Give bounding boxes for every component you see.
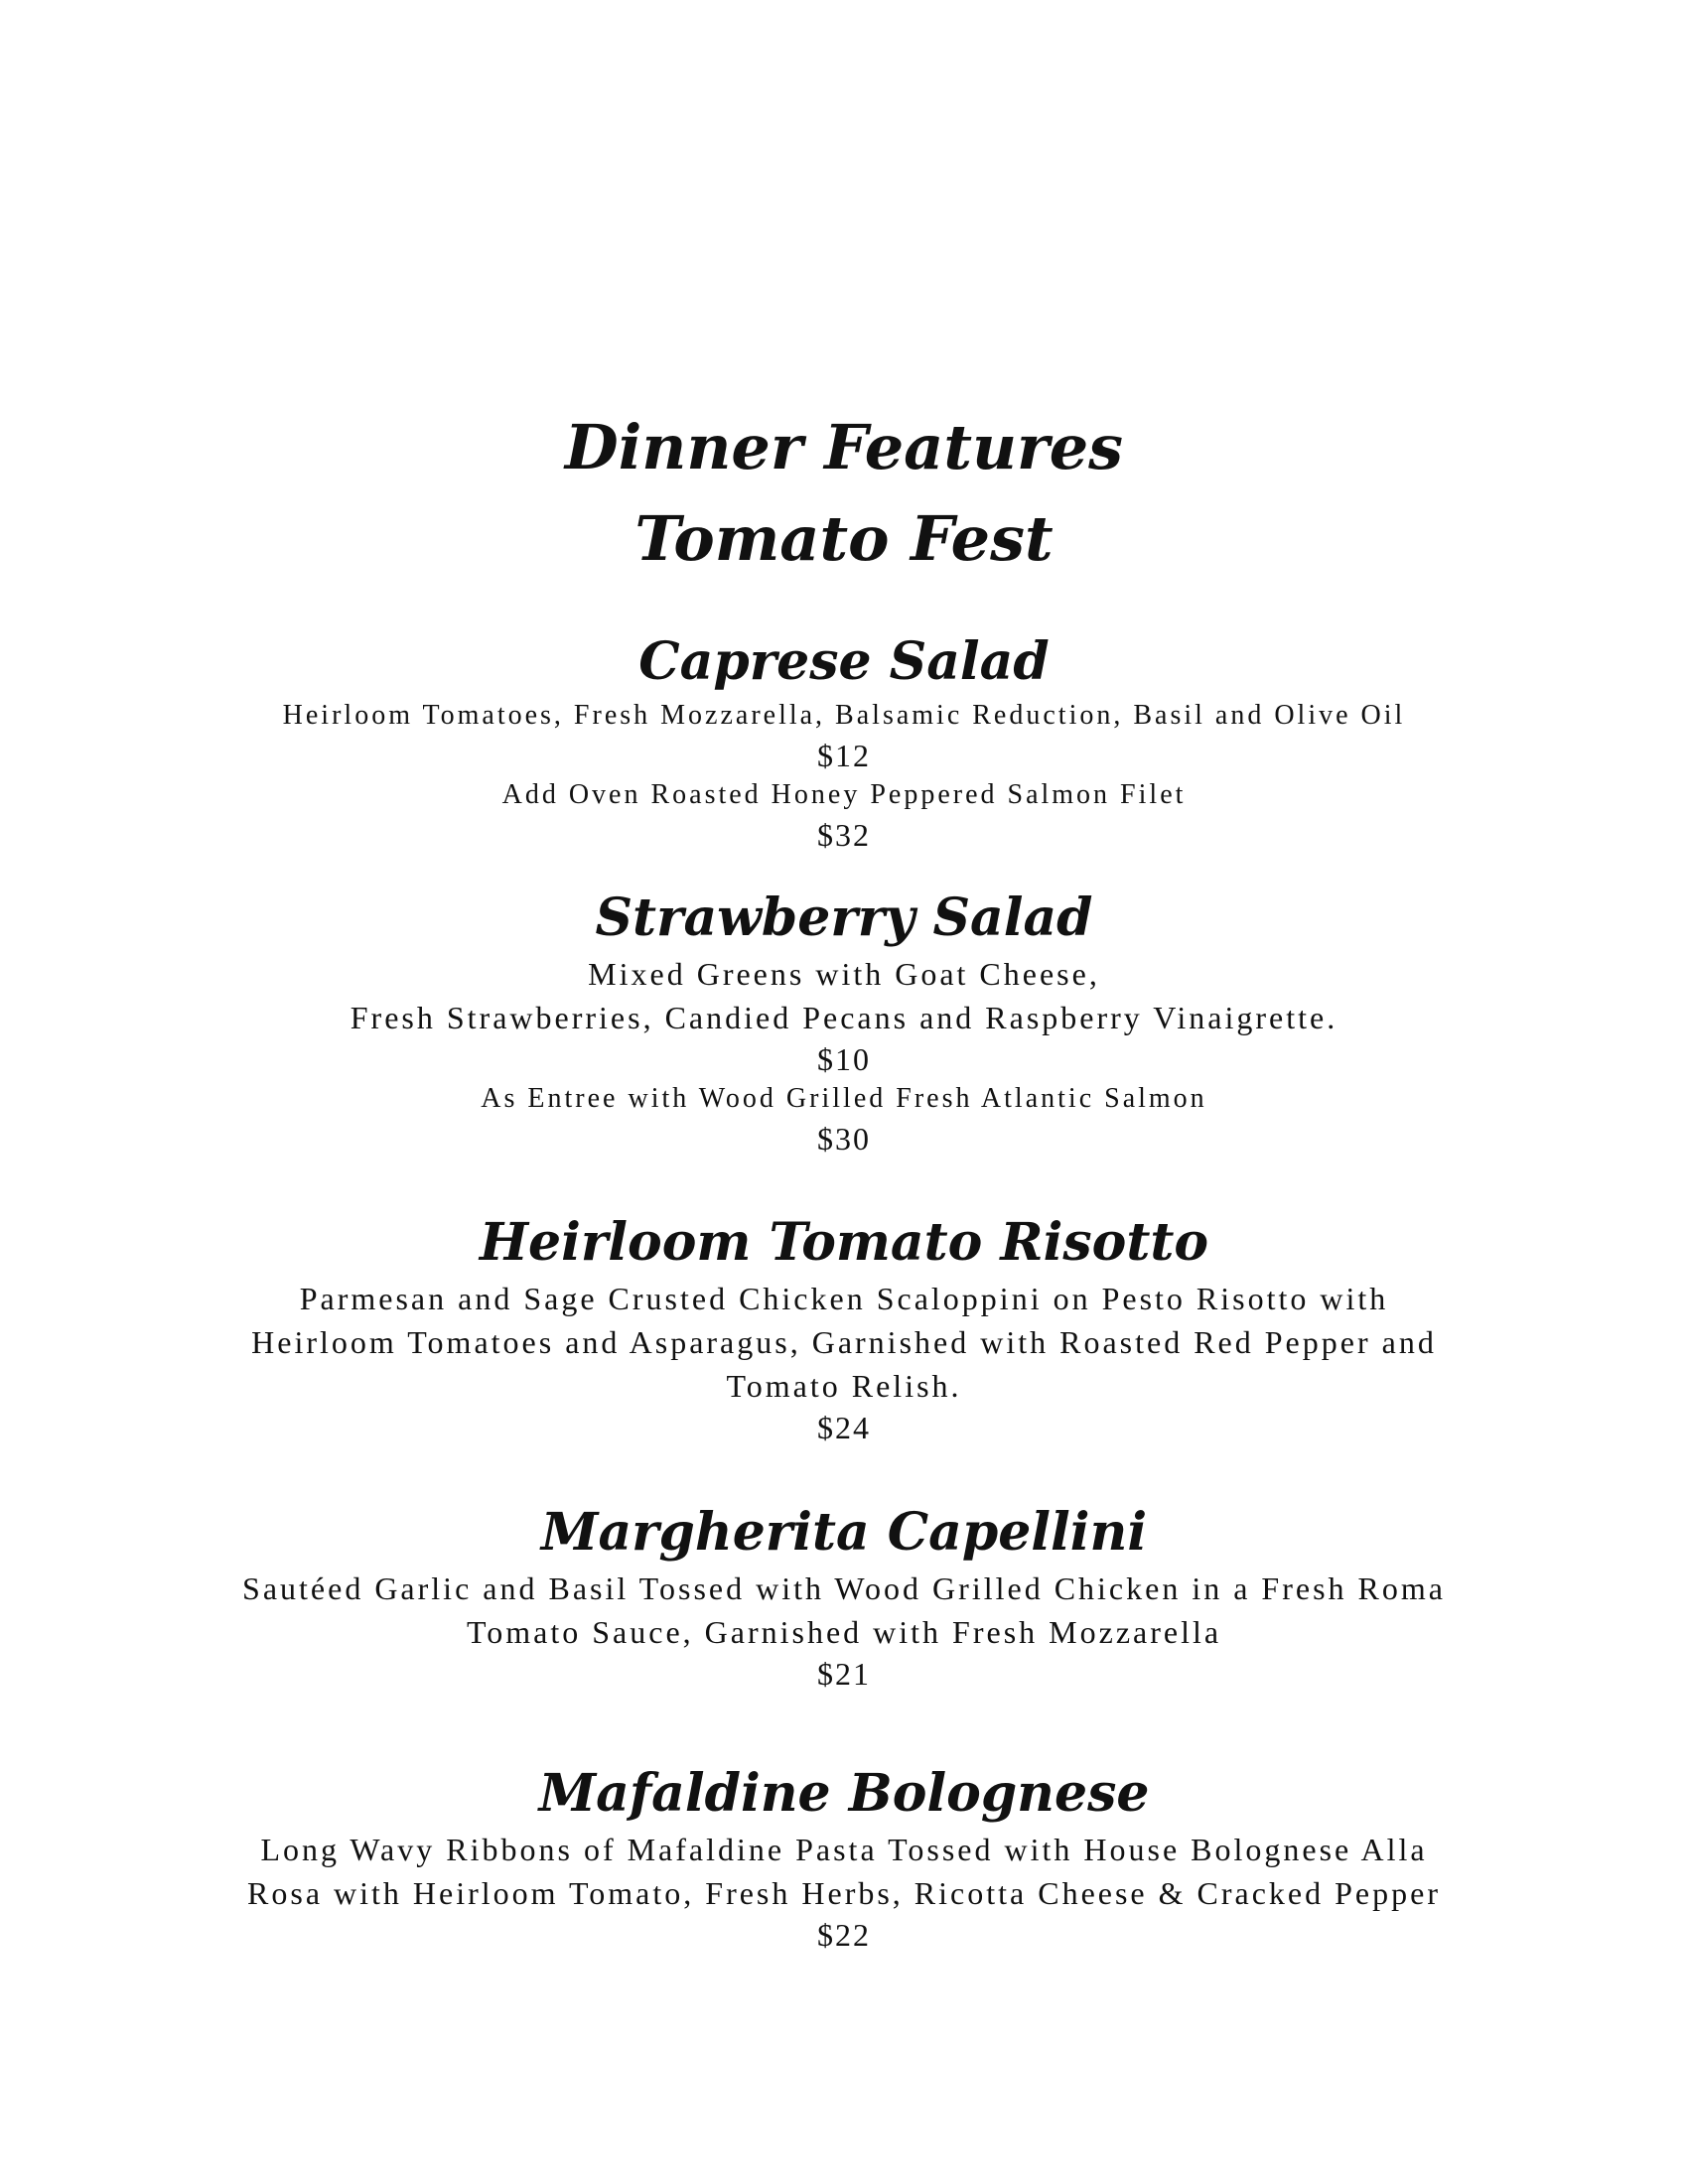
menu-item-mafaldine-bolognese xyxy=(99,1762,1589,1955)
menu-item-margherita-capellini xyxy=(99,1501,1589,1694)
dish-title: Margherita Capellini xyxy=(540,1502,1148,1563)
dish-price: $10 xyxy=(817,1041,871,1077)
dish-addon: Add Oven Roasted Honey Peppered Salmon Filet xyxy=(501,779,1187,810)
dish-description: Heirloom Tomatoes, Fresh Mozzarella, Balsamic Reduction, Basil and Olive Oil xyxy=(282,700,1406,731)
dish-addon-price: $32 xyxy=(817,817,871,853)
dish-description-line: Tomato Relish. xyxy=(726,1368,962,1404)
dish-price: $21 xyxy=(817,1656,871,1692)
dish-description xyxy=(99,1567,1589,1654)
dish-addon: As Entree with Wood Grilled Fresh Atlantic Salmon xyxy=(481,1083,1207,1114)
dish-description-line: Long Wavy Ribbons of Mafaldine Pasta Tossed with House Bolognese Alla xyxy=(260,1832,1428,1867)
dish-title: Heirloom Tomato Risotto xyxy=(479,1212,1209,1273)
menu-item-heirloom-tomato-risotto xyxy=(99,1211,1589,1447)
dish-description-line: Tomato Sauce, Garnished with Fresh Mozzarella xyxy=(466,1614,1222,1650)
dish-description xyxy=(99,1277,1589,1408)
dish-description-line: Heirloom Tomatoes and Asparagus, Garnished with Roasted Red Pepper and xyxy=(251,1324,1437,1360)
dish-title: Mafaldine Bolognese xyxy=(538,1763,1150,1824)
dish-description-line: Rosa with Heirloom Tomato, Fresh Herbs, Ricotta Cheese & Cracked Pepper xyxy=(247,1875,1441,1911)
menu-header xyxy=(0,402,1688,585)
menu-title: Dinner Features xyxy=(564,411,1124,483)
dish-title: Caprese Salad xyxy=(638,631,1050,692)
dish-addon-price: $30 xyxy=(817,1121,871,1157)
menu-item-caprese-salad xyxy=(99,630,1589,855)
dish-description-line: Sautéed Garlic and Basil Tossed with Wood Grilled Chicken in a Fresh Roma xyxy=(242,1570,1446,1606)
dish-price: $24 xyxy=(817,1410,871,1445)
menu-subtitle: Tomato Fest xyxy=(634,502,1054,575)
dish-description-line: Fresh Strawberries, Candied Pecans and Raspberry Vinaigrette. xyxy=(350,1000,1338,1035)
dish-title: Strawberry Salad xyxy=(595,887,1093,948)
dish-description-line: Parmesan and Sage Crusted Chicken Scaloppini on Pesto Risotto with xyxy=(299,1281,1389,1316)
dish-price: $22 xyxy=(817,1917,871,1953)
dish-description xyxy=(99,952,1589,1039)
dish-description-line: Mixed Greens with Goat Cheese, xyxy=(588,956,1100,992)
dish-price: $12 xyxy=(817,738,871,773)
dish-description xyxy=(99,1828,1589,1915)
menu-item-strawberry-salad xyxy=(99,887,1589,1159)
